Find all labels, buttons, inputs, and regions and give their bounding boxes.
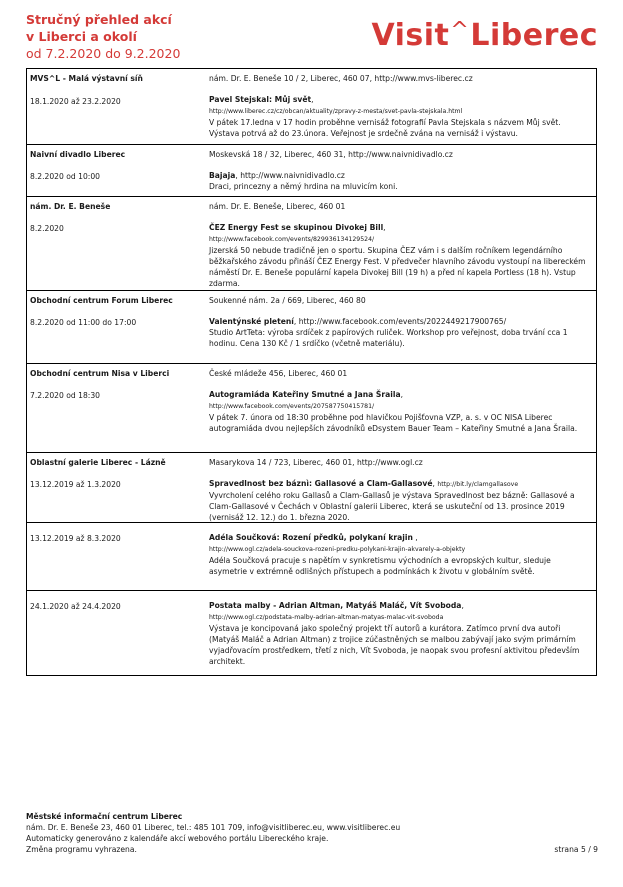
title-line-2: v Liberci a okolí bbox=[26, 29, 137, 44]
event-name: Pavel Stejskal: Můj svět bbox=[209, 95, 312, 104]
event-separator: , bbox=[412, 533, 418, 542]
event-name: Adéla Součková: Rození předků, polykaní krajin bbox=[209, 533, 413, 542]
footer-generated-note: Automaticky generováno z kalendáře akcí webového portálu Libereckého kraje. bbox=[26, 834, 329, 843]
event-info bbox=[209, 170, 589, 192]
event-url[interactable]: http://www.ogl.cz/adela-souckova-rozeni-predku-polykani-krajin-akvarely-a-objekty bbox=[209, 546, 466, 553]
event-separator: , bbox=[461, 601, 464, 610]
event-info bbox=[209, 478, 589, 523]
event-date: 8.2.2020 od 10:00 bbox=[30, 172, 100, 181]
logo-visit: Visit bbox=[371, 18, 450, 53]
event-description: V pátek 17.ledna v 17 hodin proběhne vernisáž fotografií Pavla Stejskala s názvem Můj svět. Výstava potrvá až do 23.února. Veřejnost je srdečně zvána na vernisáž i výstavu. bbox=[209, 118, 561, 138]
logo-liberec: Liberec bbox=[470, 18, 598, 53]
logo-caret: ^ bbox=[450, 18, 470, 43]
event-url[interactable]: http://www.liberec.cz/cz/obcan/aktuality/zpravy-z-mesta/svet-pavla-stejskala.html bbox=[209, 108, 463, 115]
venue-address: Soukenné nám. 2a / 669, Liberec, 460 80 bbox=[209, 296, 366, 305]
event-separator: , bbox=[383, 223, 386, 232]
event-date: 8.2.2020 od 11:00 do 17:00 bbox=[30, 318, 137, 327]
event-separator: , bbox=[311, 95, 314, 104]
venue-address: Masarykova 14 / 723, Liberec, 460 01, http://www.ogl.cz bbox=[209, 458, 423, 467]
event-date: 18.1.2020 až 23.2.2020 bbox=[30, 97, 121, 106]
row-divider bbox=[27, 590, 596, 591]
venue-block-forum bbox=[27, 290, 596, 363]
venue-block-mvsl bbox=[27, 69, 596, 144]
title-line-1: Stručný přehled akcí bbox=[26, 12, 172, 27]
venue-name: Oblastní galerie Liberec - Lázně bbox=[30, 458, 166, 467]
event-name: Postata malby - Adrian Altman, Matyáš Maláč, Vít Svoboda bbox=[209, 601, 462, 610]
event-info bbox=[209, 389, 589, 434]
venue-name: MVS^L - Malá výstavní síň bbox=[30, 74, 143, 83]
page-header bbox=[26, 11, 598, 67]
event-separator: , bbox=[235, 171, 241, 180]
event-date: 13.12.2019 až 8.3.2020 bbox=[30, 534, 121, 543]
venue-address: nám. Dr. E. Beneše 10 / 2, Liberec, 460 07, http://www.mvs-liberec.cz bbox=[209, 74, 473, 83]
page-number: strana 5 / 9 bbox=[554, 845, 598, 854]
venue-address: České mládeže 456, Liberec, 460 01 bbox=[209, 369, 348, 378]
event-description: Výstava je koncipovaná jako společný projekt tří autorů a kurátora. Zatímco první dva autoři (Matyáš Maláč a Adrian Altman) z trojice zúčastněných se malbou zabývají jako svým primárním vyjadřovacím prostředkem, třetí z nich, Vít Svoboda, je naopak svou profesní aktivitou především architekt. bbox=[209, 624, 580, 666]
event-info bbox=[209, 94, 589, 139]
event-description: Jizerská 50 nebude tradičně jen o sportu. Skupina ČEZ vám i s dalším ročníkem legendárního běžkařského závodu přináší ČEZ Energy Fest. V předvečer hlavního závodu vystoupí na libereckém náměstí Dr. E. Beneše populární kapela Divokej Bill (19 h) a před ní kapela Portless (18 h). Vstup zdarma. bbox=[209, 246, 586, 288]
document-title bbox=[26, 11, 180, 62]
event-info bbox=[209, 316, 589, 349]
venue-name: Obchodní centrum Forum Liberec bbox=[30, 296, 173, 305]
event-description: Studio ArtTeta: výroba srdíček z papírových ruliček. Workshop pro veřejnost, doba trvání cca 1 hodinu. Cena 130 Kč / 1 srdíčko (včetně materiálu). bbox=[209, 328, 568, 348]
event-date: 8.2.2020 bbox=[30, 224, 64, 233]
event-description: Vyvrcholení celého roku Gallasů a Clam-Gallasů je výstava Spravedlnost bez bázně: Gallasové a Clam-Gallasové v Čechách v Oblastní galerii Liberec, která se uskuteční od 13. prosince 2019 (vernisáž 12. 12.) do 1. března 2020. bbox=[209, 491, 575, 522]
events-table bbox=[26, 68, 597, 676]
event-separator: , bbox=[432, 479, 438, 488]
event-description: Draci, princezny a němý hrdina na mluvicím koni. bbox=[209, 182, 398, 191]
title-dates: od 7.2.2020 do 9.2.2020 bbox=[26, 46, 181, 61]
event-info bbox=[209, 532, 589, 577]
footer-disclaimer: Změna programu vyhrazena. bbox=[26, 845, 137, 854]
event-date: 24.1.2020 až 24.4.2020 bbox=[30, 602, 121, 611]
event-description: V pátek 7. února od 18:30 proběhne pod hlavičkou Pojišťovna VZP, a. s. v OC NISA Liberec autogramiáda dvou nejlepších závodníků eDsystem Bauer Team – Kateřiny Smutné a Jana Šraila. bbox=[209, 413, 578, 433]
event-info bbox=[209, 600, 589, 667]
event-url[interactable]: http://www.facebook.com/events/2075877504157​81/ bbox=[209, 403, 375, 410]
event-name: Spravedlnost bez báznì: Gallasové a Clam-Gallasové bbox=[209, 479, 433, 488]
footer-contact: nám. Dr. E. Beneše 23, 460 01 Liberec, tel.: 485 101 709, info@visitliberec.eu, www.visitliberec.eu bbox=[26, 823, 401, 832]
event-name: Bajaja bbox=[209, 171, 236, 180]
page-footer bbox=[26, 811, 598, 855]
venue-address: Moskevská 18 / 32, Liberec, 460 31, http://www.naivnidivadlo.cz bbox=[209, 150, 453, 159]
event-url[interactable]: http://www.facebook.com/events/829936134129524/ bbox=[209, 236, 375, 243]
event-separator: , bbox=[293, 317, 299, 326]
event-url[interactable]: http://bit.ly/clamgallasove bbox=[437, 481, 519, 488]
venue-name: nám. Dr. E. Beneše bbox=[30, 202, 111, 211]
venue-name: Naivní divadlo Liberec bbox=[30, 150, 126, 159]
event-name: Autogramiáda Kateřiny Smutné a Jana Šraila bbox=[209, 390, 401, 399]
footer-org-name: Městské informační centrum Liberec bbox=[26, 812, 183, 821]
venue-block-ogl bbox=[27, 452, 596, 675]
venue-name: Obchodní centrum Nisa v Liberci bbox=[30, 369, 170, 378]
event-description: Adéla Součková pracuje s napětím v synkretismu východních a evropských kultur, sleduje asymetrie v extrémně odlišných přístupech a podmínkách k životu v globálním světě. bbox=[209, 556, 551, 576]
venue-block-naivni-divadlo bbox=[27, 144, 596, 196]
venue-block-namesti bbox=[27, 196, 596, 290]
event-date: 7.2.2020 od 18:30 bbox=[30, 391, 100, 400]
event-url[interactable]: http://www.ogl.cz/podstata-malby-adrian-altman-matyas-malac-vit-svoboda bbox=[209, 614, 444, 621]
venue-block-nisa bbox=[27, 363, 596, 452]
row-divider bbox=[27, 522, 596, 523]
event-name: ČEZ Energy Fest se skupinou Divokej Bill bbox=[209, 223, 384, 232]
visit-liberec-logo bbox=[371, 13, 598, 54]
event-url[interactable]: http://www.facebook.com/events/2022449217900765/ bbox=[298, 317, 507, 326]
event-url[interactable]: http://www.naivnidivadlo.cz bbox=[240, 171, 345, 180]
event-name: Valentýnské pletení bbox=[209, 317, 294, 326]
event-separator: , bbox=[400, 390, 404, 399]
event-date: 13.12.2019 až 1.3.2020 bbox=[30, 480, 121, 489]
venue-address: nám. Dr. E. Beneše, Liberec, 460 01 bbox=[209, 202, 346, 211]
event-info bbox=[209, 222, 589, 289]
